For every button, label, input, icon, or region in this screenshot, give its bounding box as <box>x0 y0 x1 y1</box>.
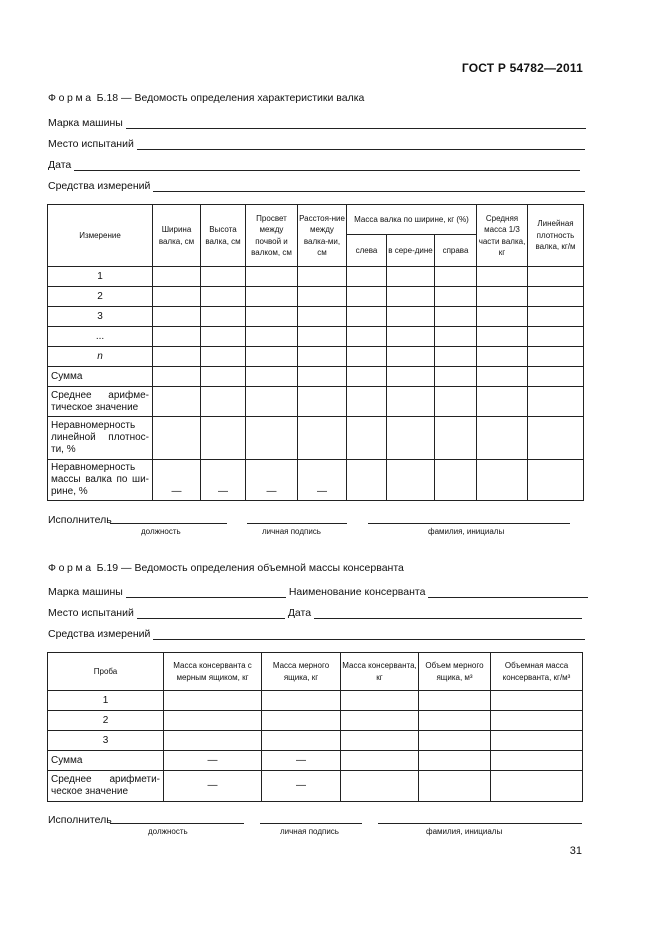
table-row <box>48 347 584 367</box>
form18-signature-caption: личная подпись <box>262 527 321 536</box>
dash-cell: — <box>262 771 341 802</box>
form19-table <box>47 652 583 802</box>
row-label: 3 <box>48 731 164 751</box>
form18-instruments-field <box>48 180 585 192</box>
form19-place-field <box>48 607 582 619</box>
col-right-header: справа <box>435 235 477 267</box>
col-middle-header: в сере-дине <box>387 235 435 267</box>
dash-cell: — <box>164 751 262 771</box>
col-sample-header: Проба <box>48 653 164 691</box>
form19-machine-label: Марка машины <box>48 586 123 598</box>
dash-cell: — <box>298 460 347 501</box>
form19-instruments-label: Средства измерений <box>48 628 151 640</box>
form19-preservative-input[interactable] <box>428 587 588 598</box>
col-mass-with-box-header: Масса консерванта с мерным ящиком, кг <box>164 653 262 691</box>
form19-machine-input[interactable] <box>126 587 286 598</box>
form19-title-word: Форма <box>48 562 94 574</box>
row-label: ... <box>48 327 153 347</box>
form18-instruments-label: Средства измерений <box>48 180 151 192</box>
row-label-sum: Сумма <box>48 751 164 771</box>
page-number: 31 <box>569 845 582 857</box>
form19-instruments-input[interactable] <box>153 629 585 640</box>
form18-title <box>48 92 364 104</box>
form18-position-caption: должность <box>141 527 181 536</box>
form18-place-input[interactable] <box>137 139 585 150</box>
table-row <box>48 691 583 711</box>
col-linear-density-header: Линейная плотность валка, кг/м <box>528 205 584 267</box>
form18-signature-label: Исполнитель <box>48 514 112 526</box>
dash-cell: — <box>164 771 262 802</box>
row-label: 3 <box>48 307 153 327</box>
form19-place-label: Место испытаний <box>48 607 134 619</box>
form19-name-line[interactable] <box>378 823 582 824</box>
row-label-sum: Сумма <box>48 367 153 387</box>
table-row <box>48 307 584 327</box>
form19-title <box>48 562 404 574</box>
form18-signature-line[interactable] <box>247 523 347 524</box>
col-gap-header: Просвет между почвой и валком, см <box>246 205 298 267</box>
table-row <box>48 417 584 460</box>
form19-date-label: Дата <box>287 607 312 619</box>
document-number: ГОСТ Р 54782—2011 <box>461 61 583 75</box>
table-row <box>48 267 584 287</box>
table-row <box>48 367 584 387</box>
form18-place-label: Место испытаний <box>48 138 134 150</box>
table-row <box>48 711 583 731</box>
form19-position-caption: должность <box>148 827 188 836</box>
form19-date-input[interactable] <box>314 608 582 619</box>
form19-machine-field <box>48 586 588 598</box>
col-box-mass-header: Масса мерного ящика, кг <box>262 653 341 691</box>
row-label: 1 <box>48 267 153 287</box>
col-distance-header: Расстоя-ние между валка-ми, см <box>298 205 347 267</box>
table-row <box>48 327 584 347</box>
table-row <box>48 287 584 307</box>
row-label: 2 <box>48 711 164 731</box>
form19-signature-caption: личная подпись <box>280 827 339 836</box>
col-left-header: слева <box>347 235 387 267</box>
dash-cell: — <box>201 460 246 501</box>
row-label-linear-unevenness: Неравномерность линейной плотнос-ти, % <box>48 417 153 460</box>
col-width-header: Ширина валка, см <box>153 205 201 267</box>
dash-cell: — <box>262 751 341 771</box>
form19-signature-line[interactable] <box>260 823 362 824</box>
row-label: 2 <box>48 287 153 307</box>
form19-instruments-field <box>48 628 585 640</box>
col-height-header: Высота валка, см <box>201 205 246 267</box>
form18-date-field <box>48 159 580 171</box>
col-volume-header: Объем мерного ящика, м³ <box>419 653 491 691</box>
form18-name-caption: фамилия, инициалы <box>428 527 505 536</box>
form18-machine-label: Марка машины <box>48 117 123 129</box>
form18-machine-input[interactable] <box>126 118 586 129</box>
form18-machine-field <box>48 117 586 129</box>
row-label-mean: Среднее арифме-тическое значение <box>48 387 153 417</box>
col-preservative-mass-header: Масса консерванта, кг <box>341 653 419 691</box>
form19-title-text: Б.19 — Ведомость определения объемной массы консерванта <box>96 562 404 574</box>
form18-instruments-input[interactable] <box>153 181 585 192</box>
form19-name-caption: фамилия, инициалы <box>426 827 503 836</box>
col-mass-group-header: Масса валка по ширине, кг (%) <box>347 205 477 235</box>
form18-title-word: Форма <box>48 92 94 104</box>
form18-name-line[interactable] <box>368 523 570 524</box>
form18-date-label: Дата <box>48 159 72 171</box>
table-row <box>48 751 583 771</box>
row-label-width-unevenness: Неравномерность массы валка по ши-рине, % <box>48 460 153 501</box>
row-label: 1 <box>48 691 164 711</box>
form18-date-input[interactable] <box>74 160 580 171</box>
form18-table <box>47 204 584 501</box>
table-row <box>48 387 584 417</box>
form19-place-input[interactable] <box>137 608 285 619</box>
dash-cell: — <box>246 460 298 501</box>
col-bulk-mass-header: Объемная масса консерванта, кг/м³ <box>491 653 583 691</box>
table-row <box>48 460 584 501</box>
form18-title-text: Б.18 — Ведомость определения характеристики валка <box>96 92 365 104</box>
form18-position-line[interactable] <box>110 523 227 524</box>
dash-cell: — <box>153 460 201 501</box>
col-measurement-header: Измерение <box>48 205 153 267</box>
form18-place-field <box>48 138 585 150</box>
form19-preservative-label: Наименование консерванта <box>288 586 426 598</box>
row-label-mean: Среднее арифмети-ческое значение <box>48 771 164 802</box>
table-row <box>48 731 583 751</box>
table-row <box>48 771 583 802</box>
form19-signature-label: Исполнитель <box>48 814 112 826</box>
row-label: n <box>48 347 153 367</box>
col-avg-mass-header: Средняя масса 1/3 части валка, кг <box>477 205 528 267</box>
form19-position-line[interactable] <box>110 823 244 824</box>
